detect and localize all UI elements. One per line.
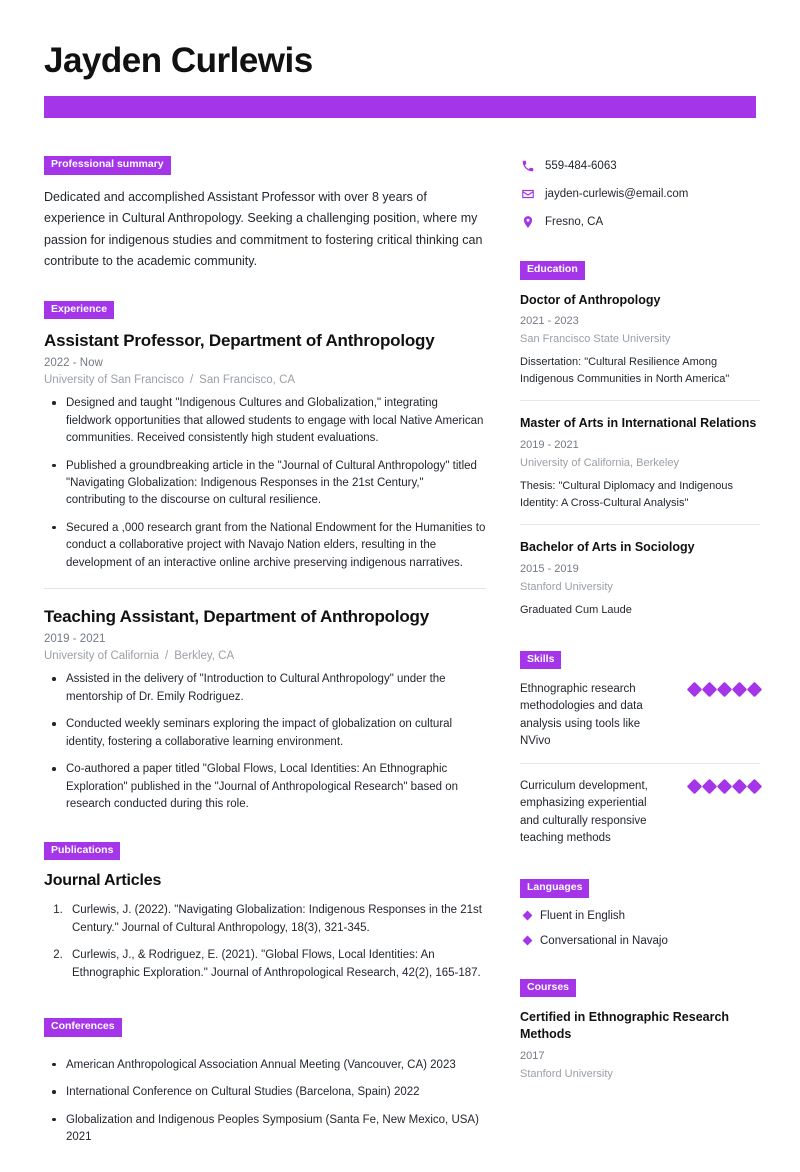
rating-diamond-icon	[702, 682, 718, 698]
language-item	[520, 935, 760, 947]
section-education	[520, 259, 760, 619]
section-badge-languages: Languages	[520, 879, 589, 898]
section-skills	[520, 649, 760, 848]
job-separator: /	[189, 374, 194, 387]
job-organization	[44, 650, 486, 662]
job-separator: /	[165, 650, 169, 663]
education-item	[520, 539, 760, 618]
job-bullet-list	[50, 395, 486, 572]
section-publications	[44, 840, 486, 982]
contact-location-value: Fresno, CA	[545, 215, 604, 228]
course-title: Certified in Ethnographic Research Methods	[520, 1010, 730, 1042]
contact-email-value: jayden-curlewis@email.com	[545, 187, 689, 200]
language-item	[520, 910, 760, 922]
education-item	[520, 292, 760, 388]
education-divider	[520, 524, 760, 525]
main-column	[44, 154, 486, 1172]
job-bullet-list	[50, 671, 486, 813]
page-title: Jayden Curlewis	[44, 41, 313, 80]
rating-diamond-icon	[702, 779, 718, 795]
section-languages	[520, 877, 760, 947]
job-bullet: Designed and taught "Indigenous Cultures and Globalization," integrating fieldwork opportunities that allowed students to engage with local Native American communities. Received consistently high student evaluations.	[50, 395, 486, 447]
phone-icon	[520, 158, 535, 173]
job-title: Assistant Professor, Department of Anthropology	[44, 331, 435, 351]
job-location: San Francisco, CA	[199, 374, 296, 387]
sidebar-column	[520, 154, 760, 1106]
content-columns	[44, 154, 756, 1172]
publication-item: 1. Curlewis, J. (2022). "Navigating Globalization: Indigenous Responses in the 21st Century." Journal of Cultural Anthropology, 18(3), 321-345.	[66, 902, 486, 937]
skill-name: Curriculum development, emphasizing experiential and culturally responsive teaching methods	[520, 780, 648, 844]
language-label: Conversational in Navajo	[540, 934, 668, 947]
diamond-bullet-icon	[523, 936, 533, 946]
education-school: San Francisco State University	[520, 333, 671, 346]
education-dates: 2021 - 2023	[520, 315, 579, 328]
education-note: Dissertation: "Cultural Resilience Among Indigenous Communities in North America"	[520, 356, 730, 385]
job-bullet: Assisted in the delivery of "Introduction to Cultural Anthropology" under the mentorship of Dr. Emily Rodriguez.	[50, 671, 486, 706]
education-degree: Master of Arts in International Relations	[520, 416, 757, 431]
publications-list	[66, 902, 486, 982]
skill-rating	[689, 681, 760, 695]
map-pin-icon	[520, 214, 535, 229]
course-item	[520, 1009, 760, 1080]
conference-item: American Anthropological Association Annual Meeting (Vancouver, CA) 2023	[50, 1057, 486, 1074]
job-company: University of California	[44, 650, 160, 663]
course-school: Stanford University	[520, 1068, 613, 1081]
language-label: Fluent in English	[540, 909, 626, 922]
job-dates: 2022 - Now	[44, 357, 103, 370]
section-badge-professional-summary: Professional summary	[44, 156, 171, 175]
contact-phone[interactable]	[520, 158, 760, 173]
section-badge-courses: Courses	[520, 979, 576, 998]
skills-divider	[520, 763, 760, 764]
conference-item: Globalization and Indigenous Peoples Symposium (Santa Fe, New Mexico, USA) 2021	[50, 1112, 486, 1147]
conference-item: International Conference on Cultural Studies (Barcelona, Spain) 2022	[50, 1084, 486, 1101]
education-dates: 2019 - 2021	[520, 439, 579, 452]
contact-location[interactable]	[520, 214, 760, 229]
envelope-icon	[520, 186, 535, 201]
education-degree: Doctor of Anthropology	[520, 292, 661, 307]
publication-item: 2. Curlewis, J., & Rodriguez, E. (2021). "Global Flows, Local Identities: An Ethnographic Exploration." Journal of Anthropological Research, 42(2), 165-187.	[66, 947, 486, 982]
skill-rating	[689, 778, 760, 792]
section-badge-publications: Publications	[44, 842, 120, 861]
rating-diamond-icon	[717, 682, 733, 698]
section-professional-summary	[44, 154, 486, 273]
experience-item	[44, 607, 486, 813]
education-school: Stanford University	[520, 581, 613, 594]
skill-item	[520, 681, 760, 750]
skill-name: Ethnographic research methodologies and data analysis using tools like NVivo	[520, 683, 643, 747]
rating-diamond-icon	[732, 682, 748, 698]
job-dates: 2019 - 2021	[44, 633, 106, 646]
education-divider	[520, 400, 760, 401]
job-organization	[44, 374, 486, 386]
section-contact	[520, 158, 760, 229]
rating-diamond-icon	[717, 779, 733, 795]
education-note: Thesis: "Cultural Diplomacy and Indigenous Identity: A Cross-Cultural Analysis"	[520, 480, 734, 509]
conferences-list	[50, 1057, 486, 1147]
job-location: Berkley, CA	[174, 650, 235, 663]
section-badge-skills: Skills	[520, 651, 561, 670]
education-item	[520, 415, 760, 511]
section-courses	[520, 977, 760, 1080]
education-dates: 2015 - 2019	[520, 563, 579, 576]
job-title: Teaching Assistant, Department of Anthropology	[44, 607, 429, 627]
course-year: 2017	[520, 1050, 545, 1063]
section-badge-conferences: Conferences	[44, 1018, 122, 1037]
experience-item	[44, 331, 486, 572]
contact-phone-value: 559-484-6063	[545, 159, 617, 172]
section-conferences	[44, 1016, 486, 1146]
experience-divider	[44, 588, 486, 589]
education-degree: Bachelor of Arts in Sociology	[520, 540, 695, 555]
publications-subheading: Journal Articles	[44, 872, 162, 890]
job-bullet: Conducted weekly seminars exploring the impact of globalization on cultural identity, fostering a collaborative learning environment.	[50, 716, 486, 751]
skill-item	[520, 778, 760, 847]
job-bullet: Secured a ,000 research grant from the National Endowment for the Humanities to conduct a collaborative project with Navajo Nation elders, resulting in the development of an interactive online archive preserving indigenous narratives.	[50, 520, 486, 572]
rating-diamond-icon	[687, 779, 703, 795]
professional-summary-text: Dedicated and accomplished Assistant Professor with over 8 years of experience in Cultural Anthropology. Seeking a challenging position, where my passion for indigenous studies and commitment to fostering critical thinking can contribute to the academic community.	[44, 189, 483, 269]
rating-diamond-icon	[747, 682, 763, 698]
header-accent-bar	[44, 96, 756, 118]
section-experience	[44, 299, 486, 814]
diamond-bullet-icon	[523, 911, 533, 921]
job-bullet: Published a groundbreaking article in the "Journal of Cultural Anthropology" titled "Navigating Globalization: Indigenous Responses in the 21st Century," contributing to the discourse on cultural resilience.	[50, 458, 486, 510]
rating-diamond-icon	[747, 779, 763, 795]
job-bullet: Co-authored a paper titled "Global Flows, Local Identities: An Ethnographic Exploration" published in the "Journal of Anthropological Research" based on research conducted during this role.	[50, 761, 486, 813]
education-school: University of California, Berkeley	[520, 457, 679, 470]
contact-email[interactable]	[520, 186, 760, 201]
section-badge-experience: Experience	[44, 301, 114, 320]
rating-diamond-icon	[687, 682, 703, 698]
job-company: University of San Francisco	[44, 374, 184, 387]
section-badge-education: Education	[520, 261, 585, 280]
education-note: Graduated Cum Laude	[520, 604, 632, 617]
rating-diamond-icon	[732, 779, 748, 795]
